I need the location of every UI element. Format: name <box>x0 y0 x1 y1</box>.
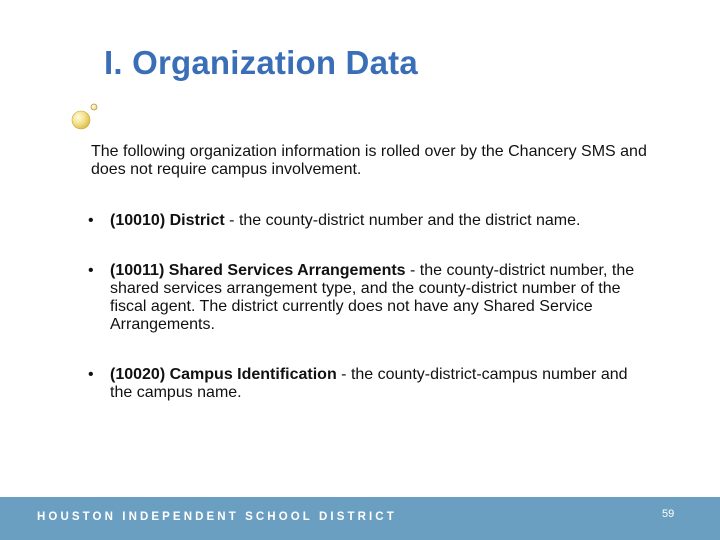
bubbles-icon <box>68 98 108 134</box>
bullet-text: - the county-district number, the shared services arrangement type, and the county-district number of the fiscal agent. The district currently does not have any Shared Service Arrangements. <box>110 262 635 333</box>
slide-title: I. Organization Data <box>104 44 418 81</box>
bullet-item-shared-services <box>88 262 648 334</box>
bullet-dot: • <box>88 262 94 279</box>
bullet-dot: • <box>88 212 94 229</box>
footer-organization: HOUSTON INDEPENDENT SCHOOL DISTRICT <box>37 511 397 523</box>
bullet-code: (10010) District <box>110 212 225 229</box>
bullet-code: (10020) Campus Identification <box>110 366 337 383</box>
bubbles-decoration <box>68 98 108 134</box>
bullet-item-district <box>88 212 648 230</box>
bullet-code: (10011) Shared Services Arrangements <box>110 262 406 279</box>
footer-bar <box>0 497 720 540</box>
bullet-item-campus-identification <box>88 366 648 402</box>
intro-paragraph: The following organization information is rolled over by the Chancery SMS and does not require campus involvement. <box>91 143 647 178</box>
bullet-list <box>88 212 648 434</box>
bullet-text: - the county-district-campus number and the campus name. <box>110 366 628 401</box>
bullet-dot: • <box>88 366 94 383</box>
bullet-text: - the county-district number and the district name. <box>224 212 581 229</box>
page-number: 59 <box>662 508 675 520</box>
